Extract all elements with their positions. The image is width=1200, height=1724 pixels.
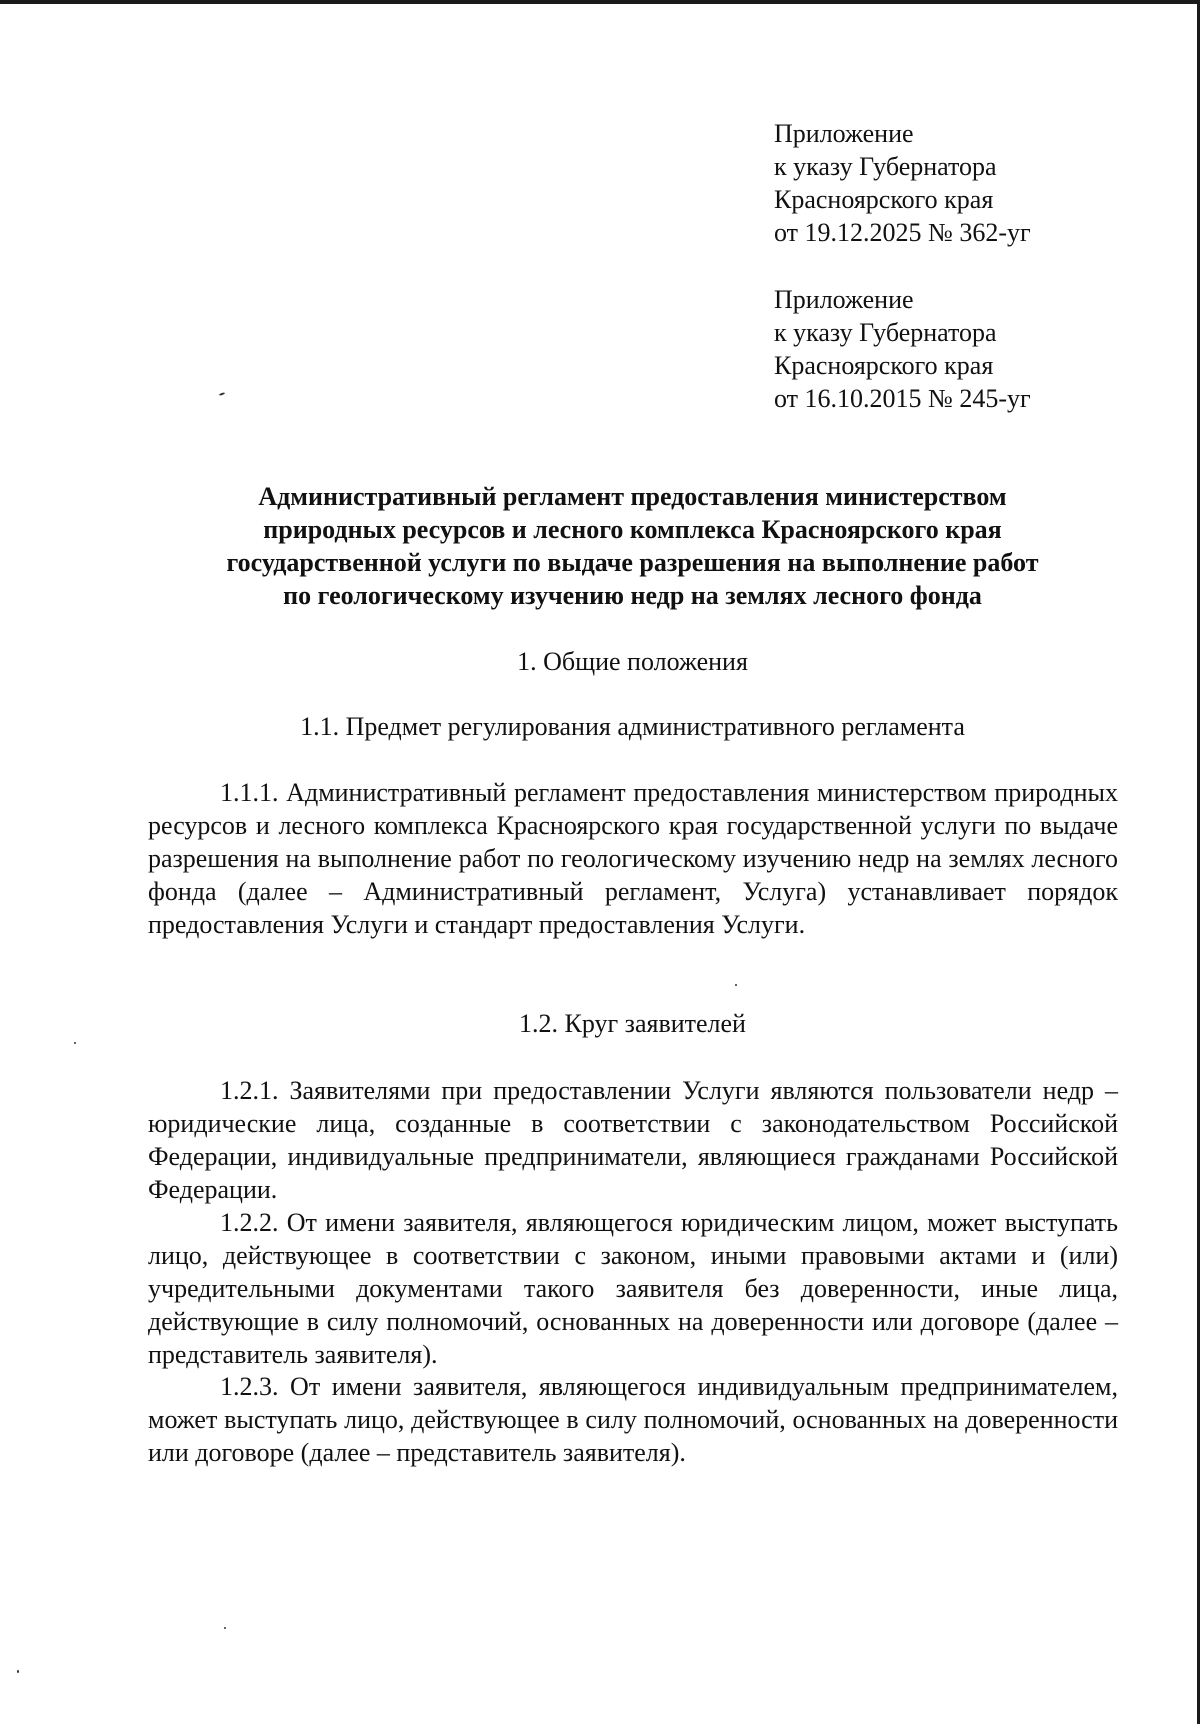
subsection-heading: 1.2. Круг заявителей (519, 1009, 746, 1038)
appendix-line: к указу Губернатора (774, 152, 997, 181)
paragraph-1-2-3: 1.2.3. От имени заявителя, являющегося индивидуальным предпринимателем, может выступать лицо, действующее в силу полномочий, основанных на доверенности или договоре (далее – представитель заявителя). (148, 1372, 1118, 1467)
scan-speck (735, 984, 737, 986)
subsection-heading: 1.1. Предмет регулирования административного регламента (300, 712, 965, 741)
appendix-block-current (774, 117, 1154, 249)
appendix-date-line: от 16.10.2015 № 245-уг (774, 384, 1031, 413)
appendix-block-original (774, 283, 1154, 415)
appendix-line: к указу Губернатора (774, 318, 997, 347)
section-heading: 1. Общие положения (517, 647, 748, 676)
scan-speck (219, 392, 225, 396)
scan-speck (74, 1042, 76, 1044)
appendix-line: Приложение (774, 285, 914, 314)
scan-speck (17, 1670, 19, 1673)
appendix-line: Красноярского края (774, 351, 994, 380)
scan-speck (224, 1627, 226, 1629)
title-line: природных ресурсов и лесного комплекса Красноярского края (263, 515, 1002, 544)
appendix-line: Красноярского края (774, 185, 994, 214)
paragraph-1-2-2: 1.2.2. От имени заявителя, являющегося юридическим лицом, может выступать лицо, действующее в соответствии с законом, иными правовыми актами и (или) учредительными документами такого заявителя без доверенности, иные лица, действующие в силу полномочий, основанных на доверенности или договоре (далее – представитель заявителя). (148, 1208, 1118, 1369)
title-line: государственной услуги по выдаче разрешения на выполнение работ (226, 548, 1039, 577)
appendix-line: Приложение (774, 119, 914, 148)
title-line: по геологическому изучению недр на землях лесного фонда (283, 581, 982, 610)
title-line: Административный регламент предоставления министерством (258, 482, 1007, 511)
paragraph-1-2-1: 1.2.1. Заявителями при предоставлении Услуги являются пользователи недр – юридические лица, созданные в соответствии с законодательством Российской Федерации, индивидуальные предприниматели, являющиеся гражданами Российской Федерации. (148, 1076, 1118, 1204)
appendix-date-line: от 19.12.2025 № 362-уг (774, 218, 1031, 247)
paragraph-1-1-1: 1.1.1. Административный регламент предоставления министерством природных ресурсов и лесного комплекса Красноярского края государственной услуги по выдаче разрешения на выполнение работ по геологическому изучению недр на землях лесного фонда (далее – Административный регламент, Услуга) устанавливает порядок предоставления Услуги и стандарт предоставления Услуги. (148, 778, 1118, 939)
document-title (140, 480, 1125, 612)
